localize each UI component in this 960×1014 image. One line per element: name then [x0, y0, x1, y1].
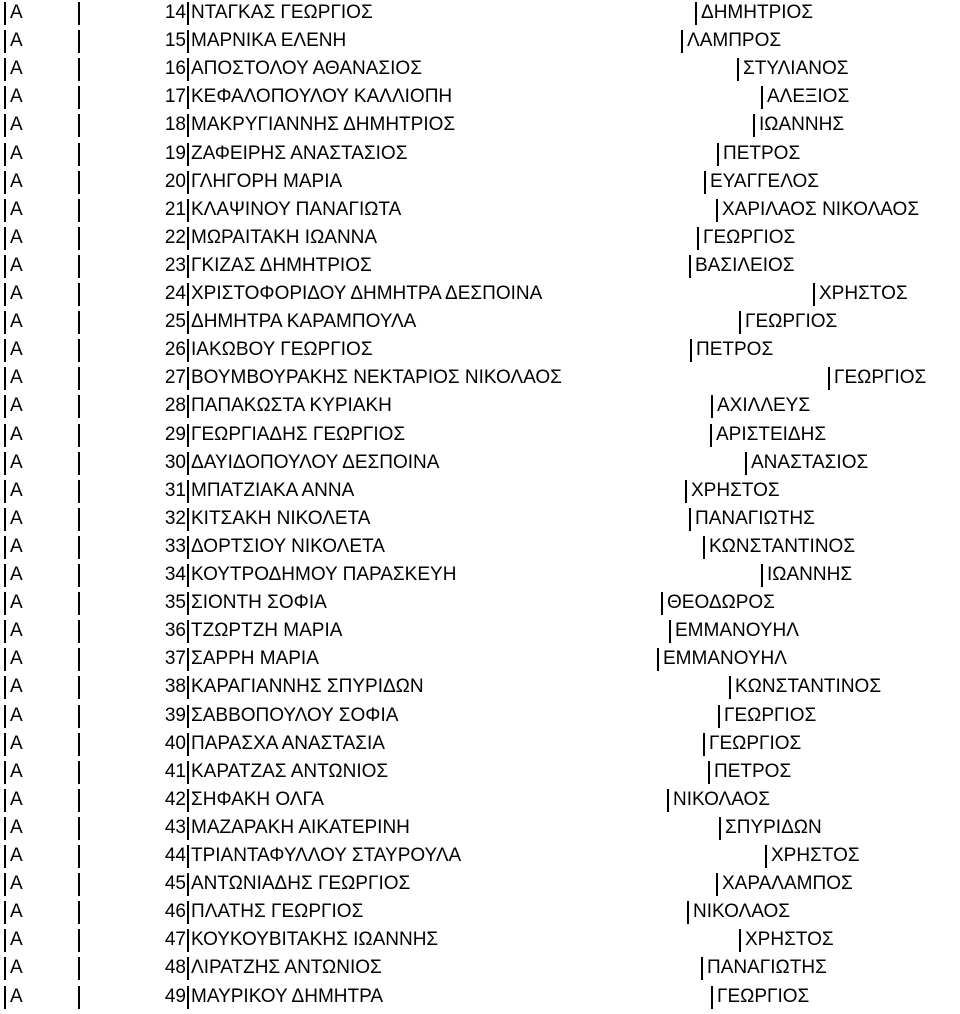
full-name: ΙΑΚΩΒΟΥ ΓΕΩΡΓΙΟΣ — [191, 339, 373, 361]
list-row — [0, 339, 960, 367]
cell-border — [4, 58, 6, 81]
cell-border — [689, 508, 691, 531]
cell-border — [4, 564, 6, 587]
cell-border — [187, 648, 189, 671]
list-row — [0, 367, 960, 395]
cell-border — [187, 508, 189, 531]
father-name: ΠΕΤΡΟΣ — [696, 339, 774, 361]
cell-border — [4, 339, 6, 362]
full-name: ΑΠΟΣΤΟΛΟΥ ΑΘΑΝΑΣΙΟΣ — [191, 58, 422, 80]
cell-border — [4, 957, 6, 980]
row-letter: Α — [10, 704, 23, 726]
row-number: 27 — [164, 367, 186, 389]
row-number: 32 — [164, 507, 186, 529]
row-number: 17 — [164, 86, 186, 108]
cell-border — [708, 761, 710, 784]
row-letter: Α — [10, 311, 23, 333]
cell-border — [716, 199, 718, 222]
cell-border — [187, 986, 189, 1009]
list-row — [0, 536, 960, 564]
cell-border — [737, 58, 739, 81]
row-number: 31 — [164, 479, 186, 501]
cell-border — [710, 424, 712, 447]
cell-border — [187, 929, 189, 952]
cell-border — [667, 789, 669, 812]
cell-border — [739, 311, 741, 334]
full-name: ΠΛΑΤΗΣ ΓΕΩΡΓΙΟΣ — [191, 901, 364, 923]
full-name: ΣΙΟΝΤΗ ΣΟΦΙΑ — [191, 592, 327, 614]
cell-border — [187, 339, 189, 362]
cell-border — [4, 480, 6, 503]
cell-border — [187, 564, 189, 587]
row-letter: Α — [10, 901, 23, 923]
row-letter: Α — [10, 985, 23, 1007]
list-row — [0, 761, 960, 789]
row-letter: Α — [10, 648, 23, 670]
father-name: ΧΡΗΣΤΟΣ — [745, 929, 834, 951]
cell-border — [697, 227, 699, 250]
cell-border — [716, 873, 718, 896]
cell-border — [4, 452, 6, 475]
father-name: ΧΡΗΣΤΟΣ — [691, 479, 780, 501]
row-number: 44 — [164, 845, 186, 866]
cell-border — [4, 817, 6, 840]
full-name: ΜΑΖΑΡΑΚΗ ΑΙΚΑΤΕΡΙΝΗ — [191, 816, 410, 838]
row-number: 29 — [164, 423, 186, 445]
full-name: ΤΖΩΡΤΖΗ ΜΑΡΙΑ — [191, 620, 343, 642]
full-name: ΚΑΡΑΤΖΑΣ ΑΝΤΩΝΙΟΣ — [191, 760, 389, 782]
row-number: 35 — [164, 592, 186, 614]
father-name: ΓΕΩΡΓΙΟΣ — [717, 985, 810, 1007]
cell-border — [4, 761, 6, 784]
cell-border — [187, 30, 189, 53]
cell-border — [187, 199, 189, 222]
full-name: ΔΑΥΙΔΟΠΟΥΛΟΥ ΔΕΣΠΟΙΝΑ — [191, 451, 440, 473]
row-number: 22 — [164, 226, 186, 248]
full-name: ΑΝΤΩΝΙΑΔΗΣ ΓΕΩΡΓΙΟΣ — [191, 873, 411, 895]
father-name: ΕΜΜΑΝΟΥΗΛ — [663, 648, 787, 670]
list-row — [0, 929, 960, 957]
father-name: ΑΡΙΣΤΕΙΔΗΣ — [716, 423, 827, 445]
list-row — [0, 424, 960, 452]
row-letter: Α — [10, 170, 23, 192]
row-letter: Α — [10, 142, 23, 164]
row-letter: Α — [10, 58, 23, 80]
full-name: ΓΚΙΖΑΣ ΔΗΜΗΤΡΙΟΣ — [191, 254, 372, 276]
full-name: ΚΟΥΤΡΟΔΗΜΟΥ ΠΑΡΑΣΚΕΥΗ — [191, 564, 457, 585]
full-name: ΜΑΡΝΙΚΑ ΕΛΕΝΗ — [191, 30, 347, 52]
full-name: ΤΡΙΑΝΤΑΦΥΛΛΟΥ ΣΤΑΥΡΟΥΛΑ — [191, 845, 462, 866]
cell-border — [669, 620, 671, 643]
list-row — [0, 676, 960, 704]
row-number: 16 — [164, 58, 186, 80]
cell-border — [717, 143, 719, 166]
list-row — [0, 114, 960, 142]
row-letter: Α — [10, 676, 23, 698]
row-letter: Α — [10, 198, 23, 220]
cell-border — [187, 171, 189, 194]
row-number: 19 — [164, 142, 186, 164]
cell-border — [4, 620, 6, 643]
full-name: ΜΑΚΡΥΓΙΑΝΝΗΣ ΔΗΜΗΤΡΙΟΣ — [191, 114, 456, 136]
list-row — [0, 957, 960, 985]
row-letter: Α — [10, 395, 23, 417]
list-row — [0, 873, 960, 901]
cell-border — [187, 311, 189, 334]
list-row — [0, 452, 960, 480]
row-letter: Α — [10, 114, 23, 136]
cell-border — [4, 733, 6, 756]
row-number: 45 — [164, 873, 186, 895]
cell-border — [4, 929, 6, 952]
full-name: ΓΛΗΓΟΡΗ ΜΑΡΙΑ — [191, 170, 343, 192]
cell-border — [4, 171, 6, 194]
cell-border — [187, 761, 189, 784]
full-name: ΠΑΠΑΚΩΣΤΑ ΚΥΡΙΑΚΗ — [191, 395, 392, 417]
cell-border — [4, 86, 6, 109]
row-letter: Α — [10, 592, 23, 614]
cell-border — [187, 845, 189, 868]
list-row — [0, 733, 960, 761]
row-number: 38 — [164, 676, 186, 698]
list-row — [0, 901, 960, 929]
cell-border — [187, 86, 189, 109]
row-number: 23 — [164, 254, 186, 276]
row-number: 36 — [164, 620, 186, 642]
cell-border — [187, 367, 189, 390]
father-name: ΧΑΡΙΛΑΟΣ ΝΙΚΟΛΑΟΣ — [722, 198, 920, 220]
father-name: ΧΑΡΑΛΑΜΠΟΣ — [722, 873, 853, 895]
father-name: ΑΝΑΣΤΑΣΙΟΣ — [751, 451, 869, 473]
cell-border — [187, 480, 189, 503]
row-letter: Α — [10, 929, 23, 951]
cell-border — [718, 705, 720, 728]
list-row — [0, 592, 960, 620]
father-name: ΑΧΙΛΛΕΥΣ — [717, 395, 811, 417]
row-letter: Α — [10, 254, 23, 276]
row-letter: Α — [10, 2, 23, 23]
father-name: ΓΕΩΡΓΙΟΣ — [834, 367, 927, 389]
father-name: ΓΕΩΡΓΙΟΣ — [709, 732, 802, 754]
full-name: ΚΟΥΚΟΥΒΙΤΑΚΗΣ ΙΩΑΝΝΗΣ — [191, 929, 439, 951]
cell-border — [4, 508, 6, 531]
list-row — [0, 395, 960, 423]
father-name: ΕΥΑΓΓΕΛΟΣ — [710, 170, 820, 192]
cell-border — [4, 845, 6, 868]
cell-border — [4, 114, 6, 137]
cell-border — [187, 873, 189, 896]
cell-border — [187, 957, 189, 980]
row-number: 15 — [164, 30, 186, 52]
cell-border — [681, 30, 683, 53]
list-row — [0, 705, 960, 733]
cell-border — [4, 255, 6, 278]
full-name: ΣΑΒΒΟΠΟΥΛΟΥ ΣΟΦΙΑ — [191, 704, 399, 726]
row-number: 37 — [164, 648, 186, 670]
row-letter: Α — [10, 451, 23, 473]
list-row — [0, 564, 960, 592]
row-number: 46 — [164, 901, 186, 923]
list-row — [0, 86, 960, 114]
list-row — [0, 283, 960, 311]
cell-border — [187, 424, 189, 447]
row-letter: Α — [10, 816, 23, 838]
row-letter: Α — [10, 339, 23, 361]
cell-border — [703, 536, 705, 559]
list-row — [0, 986, 960, 1014]
row-letter: Α — [10, 86, 23, 108]
cell-border — [187, 283, 189, 306]
row-letter: Α — [10, 873, 23, 895]
full-name: ΜΑΥΡΙΚΟΥ ΔΗΜΗΤΡΑ — [191, 985, 384, 1007]
cell-border — [4, 536, 6, 559]
full-name: ΣΑΡΡΗ ΜΑΡΙΑ — [191, 648, 319, 670]
row-number: 30 — [164, 451, 186, 473]
father-name: ΚΩΝΣΤΑΝΤΙΝΟΣ — [709, 535, 856, 557]
cell-border — [187, 676, 189, 699]
row-number: 34 — [164, 564, 186, 585]
cell-border — [739, 929, 741, 952]
cell-border — [187, 620, 189, 643]
father-name: ΝΙΚΟΛΑΟΣ — [693, 901, 791, 923]
father-name: ΔΗΜΗΤΡΙΟΣ — [701, 2, 814, 23]
row-number: 42 — [164, 788, 186, 810]
cell-border — [187, 58, 189, 81]
father-name: ΠΕΤΡΟΣ — [723, 142, 801, 164]
cell-border — [4, 424, 6, 447]
cell-border — [695, 2, 697, 25]
cell-border — [4, 199, 6, 222]
cell-border — [4, 395, 6, 418]
cell-border — [703, 733, 705, 756]
father-name: ΙΩΑΝΝΗΣ — [759, 114, 845, 136]
list-row — [0, 620, 960, 648]
cell-border — [745, 452, 747, 475]
full-name: ΓΕΩΡΓΙΑΔΗΣ ΓΕΩΡΓΙΟΣ — [191, 423, 406, 445]
cell-border — [4, 986, 6, 1009]
row-letter: Α — [10, 283, 23, 304]
row-number: 25 — [164, 311, 186, 333]
cell-border — [685, 480, 687, 503]
row-number: 47 — [164, 929, 186, 951]
cell-border — [187, 114, 189, 137]
full-name: ΧΡΙΣΤΟΦΟΡΙΔΟΥ ΔΗΜΗΤΡΑ ΔΕΣΠΟΙΝΑ — [191, 283, 543, 304]
row-number: 14 — [164, 2, 186, 23]
list-row — [0, 789, 960, 817]
row-letter: Α — [10, 788, 23, 810]
cell-border — [711, 395, 713, 418]
cell-border — [4, 676, 6, 699]
father-name: ΘΕΟΔΩΡΟΣ — [667, 592, 775, 614]
cell-border — [4, 789, 6, 812]
cell-border — [187, 255, 189, 278]
cell-border — [4, 901, 6, 924]
row-letter: Α — [10, 957, 23, 979]
row-letter: Α — [10, 535, 23, 557]
full-name: ΚΕΦΑΛΟΠΟΥΛΟΥ ΚΑΛΛΙΟΠΗ — [191, 86, 453, 108]
cell-border — [187, 705, 189, 728]
full-name: ΖΑΦΕΙΡΗΣ ΑΝΑΣΤΑΣΙΟΣ — [191, 142, 408, 164]
row-letter: Α — [10, 226, 23, 248]
cell-border — [187, 395, 189, 418]
row-number: 33 — [164, 535, 186, 557]
row-number: 24 — [164, 283, 186, 304]
cell-border — [689, 255, 691, 278]
cell-border — [4, 283, 6, 306]
list-row — [0, 817, 960, 845]
cell-border — [187, 143, 189, 166]
row-letter: Α — [10, 620, 23, 642]
full-name: ΒΟΥΜΒΟΥΡΑΚΗΣ ΝΕΚΤΑΡΙΟΣ ΝΙΚΟΛΑΟΣ — [191, 367, 562, 389]
cell-border — [4, 367, 6, 390]
full-name: ΜΩΡΑΙΤΑΚΗ ΙΩΑΝΝΑ — [191, 226, 378, 248]
cell-border — [687, 901, 689, 924]
cell-border — [4, 705, 6, 728]
cell-border — [828, 367, 830, 390]
father-name: ΓΕΩΡΓΙΟΣ — [724, 704, 817, 726]
list-row — [0, 143, 960, 171]
father-name: ΠΑΝΑΓΙΩΤΗΣ — [707, 957, 827, 979]
cell-border — [657, 648, 659, 671]
row-number: 43 — [164, 816, 186, 838]
row-number: 18 — [164, 114, 186, 136]
cell-border — [187, 452, 189, 475]
father-name: ΙΩΑΝΝΗΣ — [767, 564, 853, 585]
row-number: 20 — [164, 170, 186, 192]
cell-border — [4, 648, 6, 671]
row-number: 26 — [164, 339, 186, 361]
cell-border — [4, 143, 6, 166]
list-row — [0, 311, 960, 339]
list-row — [0, 508, 960, 536]
row-letter: Α — [10, 760, 23, 782]
father-name: ΧΡΗΣΤΟΣ — [819, 283, 908, 304]
cell-border — [4, 873, 6, 896]
cell-border — [187, 2, 189, 25]
list-row — [0, 171, 960, 199]
list-row — [0, 255, 960, 283]
cell-border — [753, 114, 755, 137]
cell-border — [4, 227, 6, 250]
row-number: 28 — [164, 395, 186, 417]
list-row — [0, 480, 960, 508]
row-letter: Α — [10, 732, 23, 754]
row-number: 21 — [164, 198, 186, 220]
list-row — [0, 30, 960, 58]
cell-border — [690, 339, 692, 362]
cell-border — [187, 901, 189, 924]
full-name: ΣΗΦΑΚΗ ΟΛΓΑ — [191, 788, 324, 810]
father-name: ΣΤΥΛΙΑΝΟΣ — [743, 58, 849, 80]
list-row — [0, 648, 960, 676]
cell-border — [187, 536, 189, 559]
list-row — [0, 2, 960, 30]
cell-border — [4, 592, 6, 615]
father-name: ΧΡΗΣΤΟΣ — [771, 845, 860, 866]
row-number: 49 — [164, 985, 186, 1007]
row-letter: Α — [10, 507, 23, 529]
full-name: ΔΗΜΗΤΡΑ ΚΑΡΑΜΠΟΥΛΑ — [191, 311, 417, 333]
row-number: 41 — [164, 760, 186, 782]
cell-border — [4, 2, 6, 25]
father-name: ΒΑΣΙΛΕΙΟΣ — [695, 254, 795, 276]
cell-border — [711, 986, 713, 1009]
cell-border — [701, 957, 703, 980]
row-number: 39 — [164, 704, 186, 726]
cell-border — [187, 733, 189, 756]
father-name: ΚΩΝΣΤΑΝΤΙΝΟΣ — [735, 676, 882, 698]
cell-border — [765, 845, 767, 868]
full-name: ΝΤΑΓΚΑΣ ΓΕΩΡΓΙΟΣ — [191, 2, 373, 23]
cell-border — [4, 30, 6, 53]
cell-border — [761, 86, 763, 109]
row-letter: Α — [10, 423, 23, 445]
cell-border — [761, 564, 763, 587]
row-letter: Α — [10, 30, 23, 52]
cell-border — [704, 171, 706, 194]
cell-border — [719, 817, 721, 840]
full-name: ΔΟΡΤΣΙΟΥ ΝΙΚΟΛΕΤΑ — [191, 535, 385, 557]
list-row — [0, 199, 960, 227]
cell-border — [187, 227, 189, 250]
father-name: ΑΛΕΞΙΟΣ — [767, 86, 850, 108]
cell-border — [187, 592, 189, 615]
father-name: ΕΜΜΑΝΟΥΗΛ — [675, 620, 799, 642]
full-name: ΛΙΡΑΤΖΗΣ ΑΝΤΩΝΙΟΣ — [191, 957, 382, 979]
full-name: ΜΠΑΤΖΙΑΚΑ ΑΝΝΑ — [191, 479, 355, 501]
father-name: ΠΑΝΑΓΙΩΤΗΣ — [695, 507, 815, 529]
cell-border — [187, 789, 189, 812]
row-number: 40 — [164, 732, 186, 754]
father-name: ΝΙΚΟΛΑΟΣ — [673, 788, 771, 810]
list-row — [0, 845, 960, 873]
father-name: ΣΠΥΡΙΔΩΝ — [725, 816, 822, 838]
row-letter: Α — [10, 479, 23, 501]
row-letter: Α — [10, 845, 23, 866]
list-row — [0, 58, 960, 86]
full-name: ΚΙΤΣΑΚΗ ΝΙΚΟΛΕΤΑ — [191, 507, 371, 529]
cell-border — [661, 592, 663, 615]
full-name: ΚΛΑΨΙΝΟΥ ΠΑΝΑΓΙΩΤΑ — [191, 198, 402, 220]
father-name: ΠΕΤΡΟΣ — [714, 760, 792, 782]
full-name: ΚΑΡΑΓΙΑΝΝΗΣ ΣΠΥΡΙΔΩΝ — [191, 676, 424, 698]
father-name: ΓΕΩΡΓΙΟΣ — [745, 311, 838, 333]
father-name: ΛΑΜΠΡΟΣ — [687, 30, 782, 52]
row-number: 48 — [164, 957, 186, 979]
cell-border — [187, 817, 189, 840]
row-letter: Α — [10, 564, 23, 585]
cell-border — [4, 311, 6, 334]
cell-border — [729, 676, 731, 699]
full-name: ΠΑΡΑΣΧΑ ΑΝΑΣΤΑΣΙΑ — [191, 732, 385, 754]
cell-border — [813, 283, 815, 306]
list-row — [0, 227, 960, 255]
row-letter: Α — [10, 367, 23, 389]
father-name: ΓΕΩΡΓΙΟΣ — [703, 226, 796, 248]
